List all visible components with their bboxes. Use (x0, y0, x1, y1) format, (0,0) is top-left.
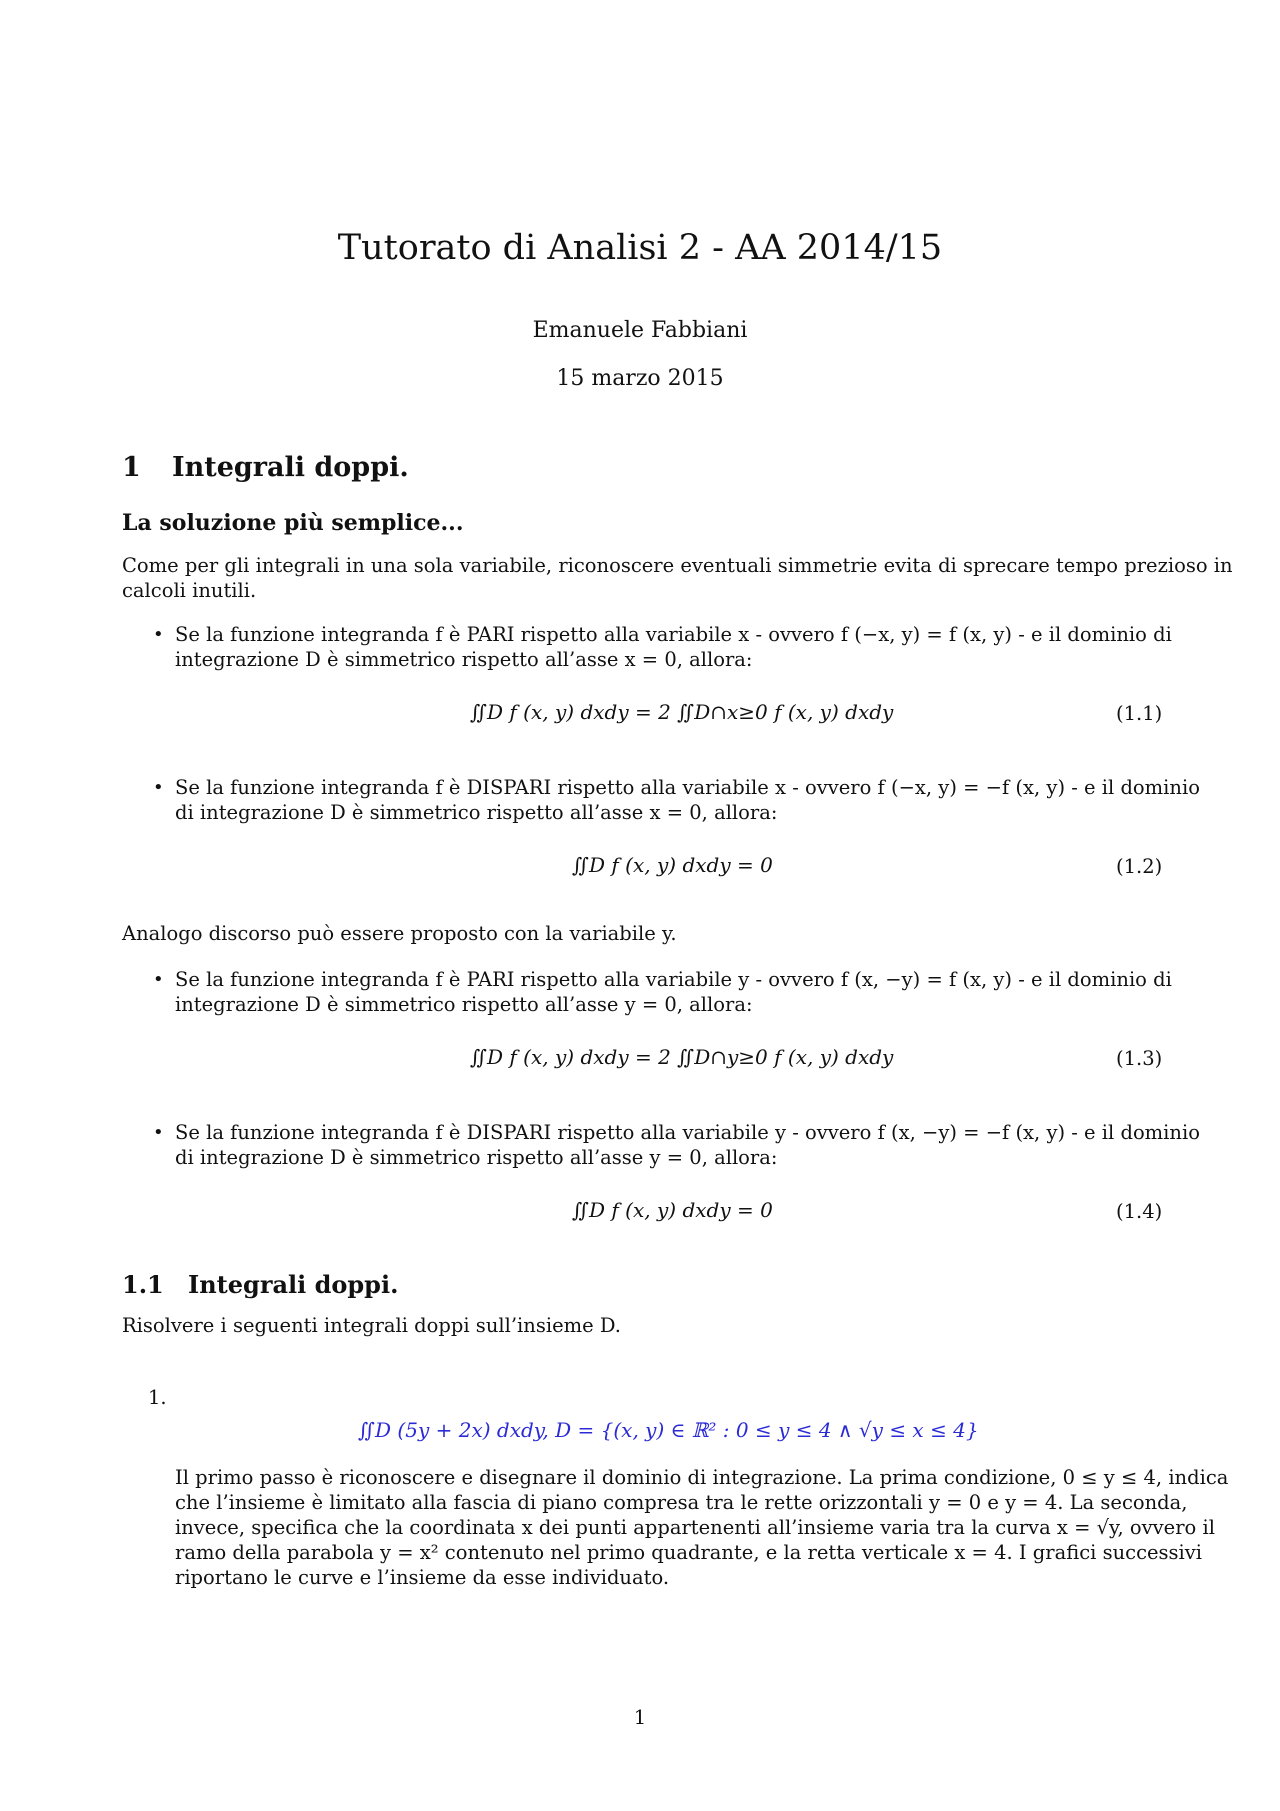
intro-line-2: calcoli inutili. (122, 579, 257, 602)
section-title: Integrali doppi. (172, 452, 409, 483)
equation-1-2: ∬D f (x, y) dxdy = 0 (572, 853, 773, 877)
document-date: 15 marzo 2015 (556, 366, 724, 391)
bullet-4-line-2: di integrazione D è simmetrico rispetto all’asse y = 0, allora: (175, 1146, 778, 1169)
equation-number-1-4: (1.4) (1116, 1200, 1163, 1223)
equation-number-1-2: (1.2) (1116, 855, 1163, 878)
bullet-1-line-1: Se la funzione integranda f è PARI rispetto alla variabile x - ovvero f (−x, y) = f (x, y) - e il dominio di (175, 623, 1172, 646)
bullet-1-line-2: integrazione D è simmetrico rispetto all’asse x = 0, allora: (175, 648, 753, 671)
subsection-title: Integrali doppi. (188, 1270, 399, 1299)
exercise-text-line-4: ramo della parabola y = x² contenuto nel primo quadrante, e la retta verticale x = 4. I grafici successivi (175, 1541, 1203, 1564)
bullet-2-line-2: di integrazione D è simmetrico rispetto all’asse x = 0, allora: (175, 801, 778, 824)
paragraph-title: La soluzione più semplice... (122, 510, 464, 536)
intro-line-1: Come per gli integrali in una sola variabile, riconoscere eventuali simmetrie evita di sprecare tempo prezioso in (122, 554, 1233, 577)
equation-1-1: ∬D f (x, y) dxdy = 2 ∬D∩x≥0 f (x, y) dxdy (470, 700, 894, 724)
subsection-number: 1.1 (122, 1270, 164, 1299)
subsection-intro: Risolvere i seguenti integrali doppi sull’insieme D. (122, 1314, 621, 1337)
document-author: Emanuele Fabbiani (532, 318, 748, 343)
bullet-icon: • (153, 1122, 164, 1143)
equation-number-1-1: (1.1) (1116, 702, 1163, 725)
bullet-3-line-1: Se la funzione integranda f è PARI rispetto alla variabile y - ovvero f (x, −y) = f (x, y) - e il dominio di (175, 968, 1172, 991)
bullet-icon: • (153, 969, 164, 990)
document-title: Tutorato di Analisi 2 - AA 2014/15 (337, 228, 943, 268)
section-number: 1 (122, 452, 141, 483)
bullet-2-line-1: Se la funzione integranda f è DISPARI rispetto alla variabile x - ovvero f (−x, y) = −f (x, y) - e il dominio (175, 776, 1200, 799)
equation-number-1-3: (1.3) (1116, 1047, 1163, 1070)
exercise-number: 1. (148, 1386, 167, 1409)
exercise-text-line-3: invece, specifica che la coordinata x dei punti appartenenti all’insieme varia tra la curva x = √y, ovvero il (175, 1516, 1215, 1539)
bullet-3-line-2: integrazione D è simmetrico rispetto all’asse y = 0, allora: (175, 993, 753, 1016)
page-number: 1 (633, 1706, 647, 1729)
bullet-icon: • (153, 777, 164, 798)
analog-text: Analogo discorso può essere proposto con la variabile y. (122, 922, 677, 945)
bullet-4-line-1: Se la funzione integranda f è DISPARI rispetto alla variabile y - ovvero f (x, −y) = −f (x, y) - e il dominio (175, 1121, 1200, 1144)
bullet-icon: • (153, 624, 164, 645)
exercise-equation: ∬D (5y + 2x) dxdy, D = {(x, y) ∈ ℝ² : 0 ≤ y ≤ 4 ∧ √y ≤ x ≤ 4} (358, 1418, 979, 1442)
exercise-text-line-5: riportano le curve e l’insieme da esse individuato. (175, 1566, 670, 1589)
equation-1-3: ∬D f (x, y) dxdy = 2 ∬D∩y≥0 f (x, y) dxdy (470, 1045, 894, 1069)
exercise-text-line-2: che l’insieme è limitato alla fascia di piano compresa tra le rette orizzontali y = 0 e y = 4. La seconda, (175, 1491, 1188, 1514)
equation-1-4: ∬D f (x, y) dxdy = 0 (572, 1198, 773, 1222)
exercise-text-line-1: Il primo passo è riconoscere e disegnare il dominio di integrazione. La prima condizione, 0 ≤ y ≤ 4, indica (175, 1466, 1229, 1489)
